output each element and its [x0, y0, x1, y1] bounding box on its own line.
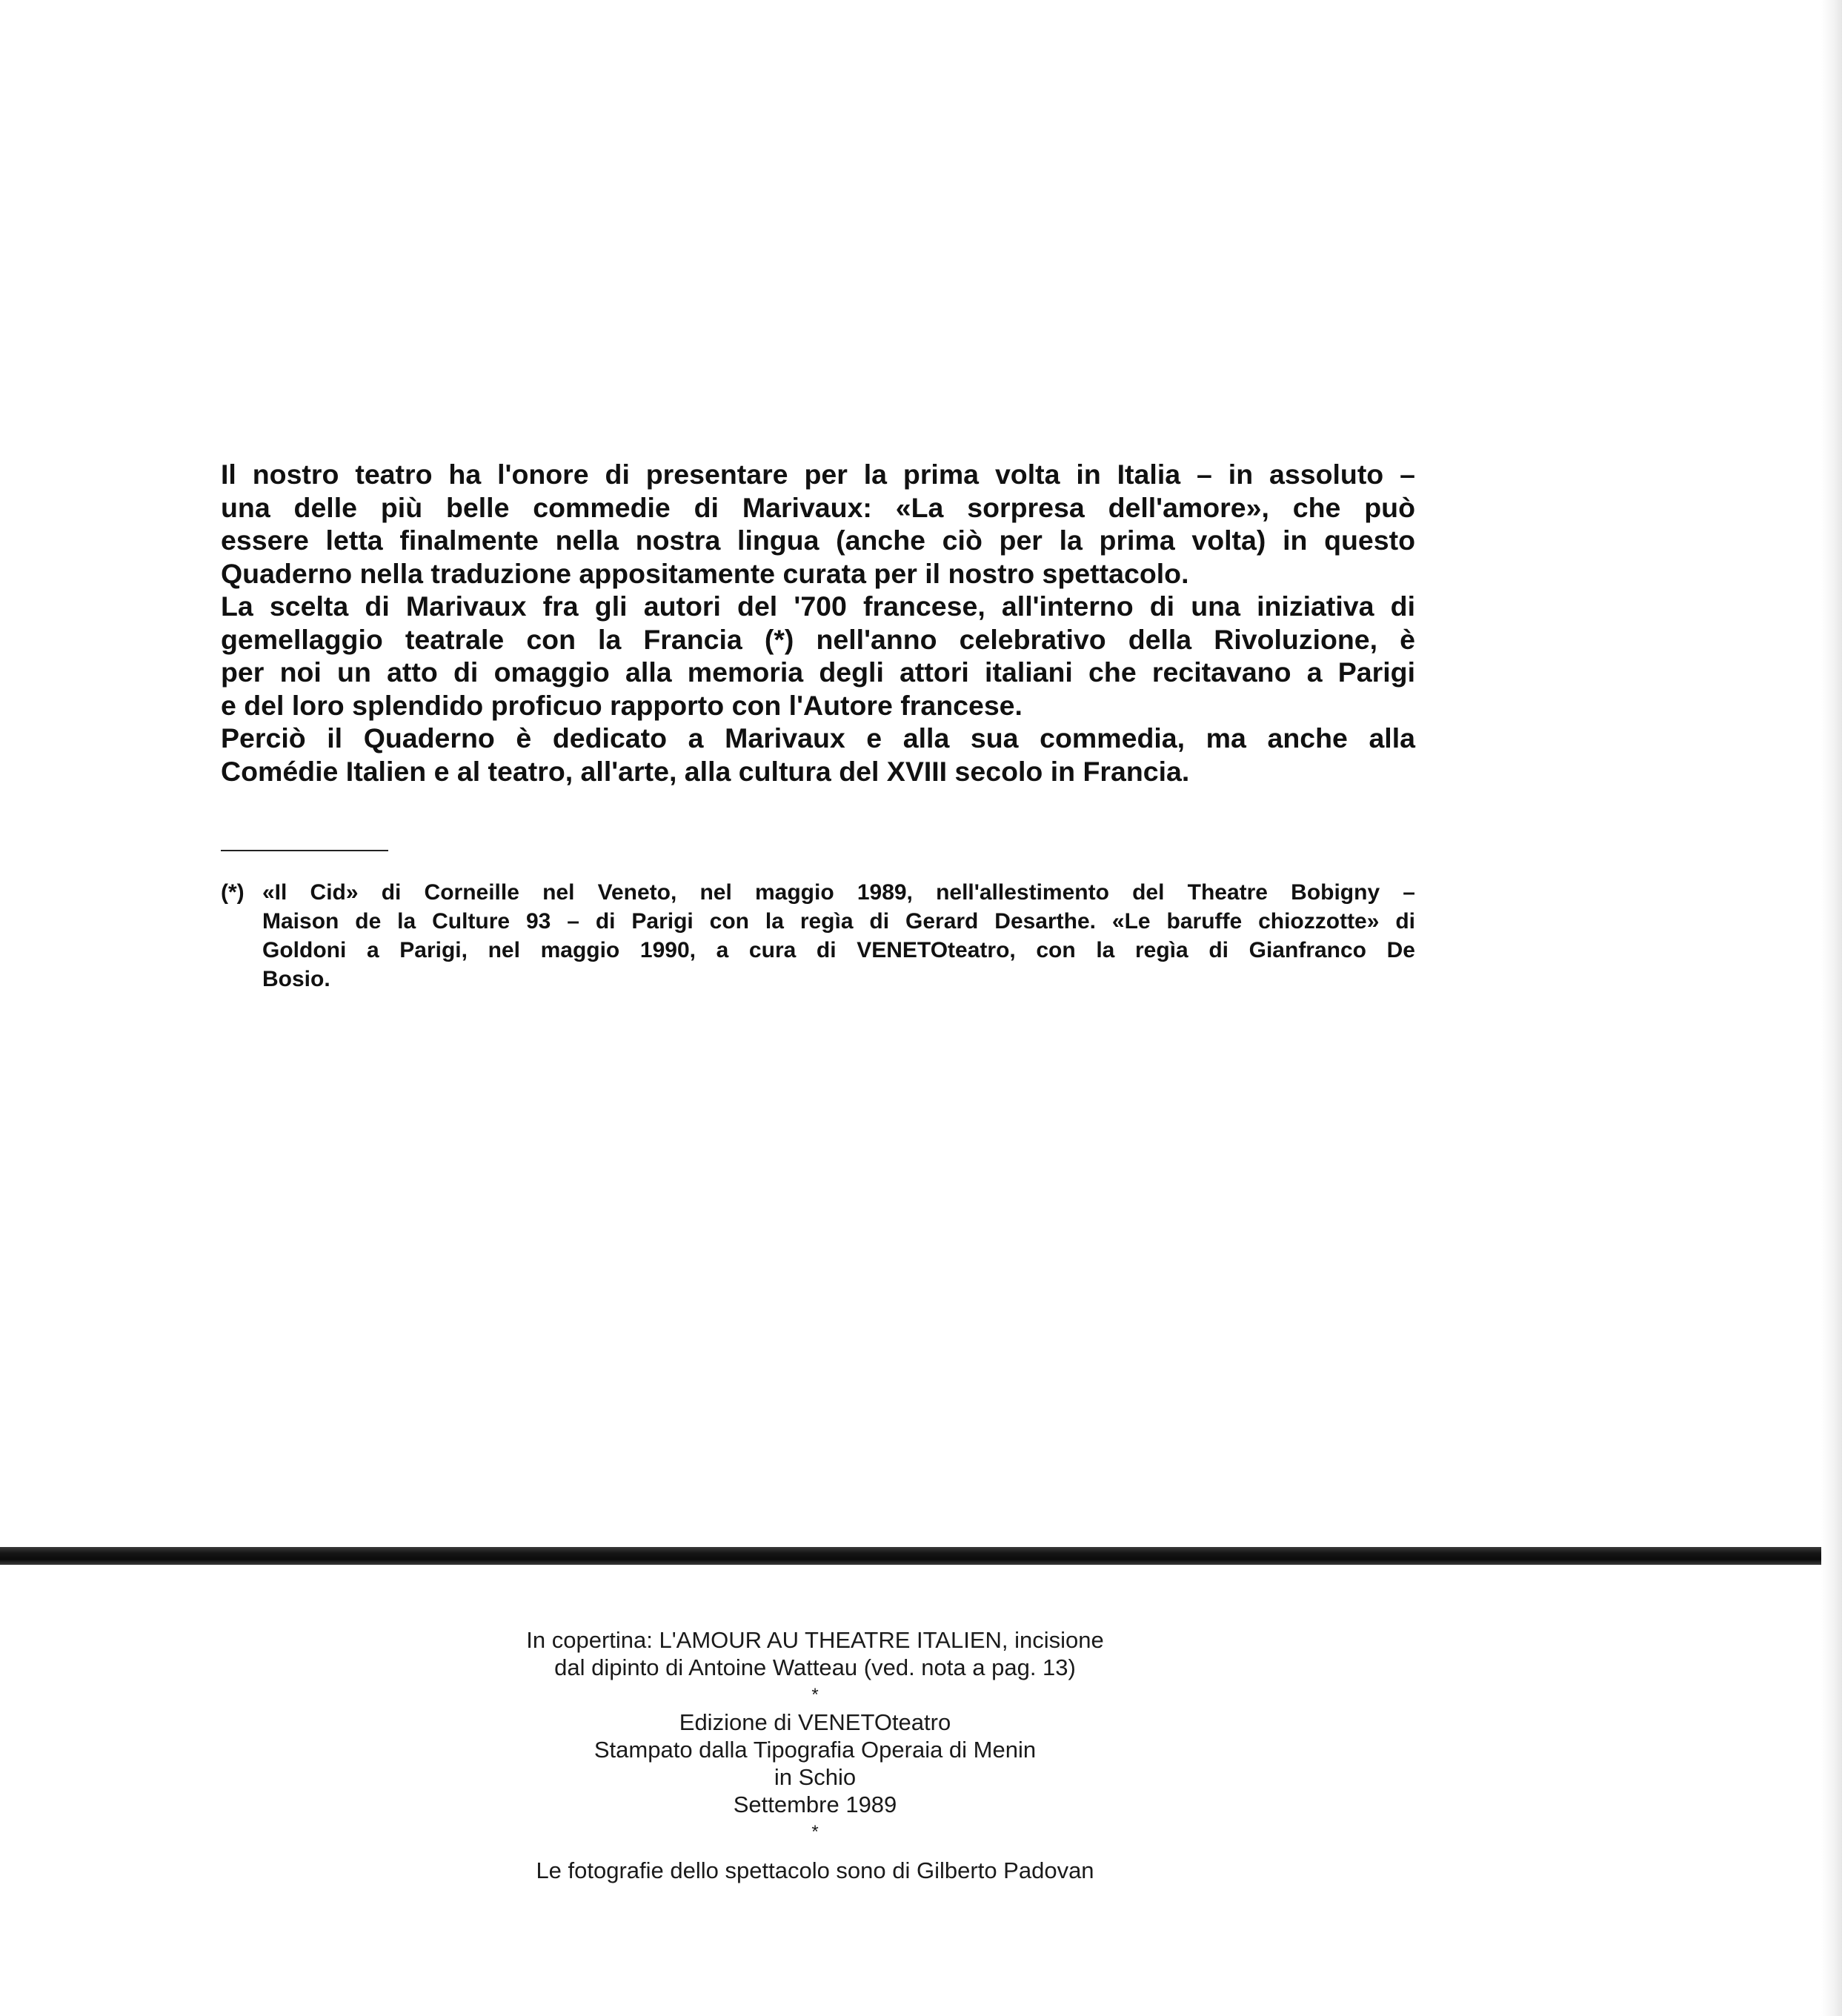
spacer [370, 1846, 1260, 1857]
page-edge-shadow [1821, 0, 1842, 2016]
photo-credit-line: Le fotografie dello spettacolo sono di Gilberto Padovan [536, 1857, 1094, 1883]
intro-line: essere letta finalmente nella nostra lingua (anche ciò per la prima volta) in questo [221, 525, 1415, 556]
intro-line: per noi un atto di omaggio alla memoria degli attori italiani che recitavano a Parigi [221, 656, 1415, 688]
cover-credit-line: dal dipinto di Antoine Watteau (ved. nota a pag. 13) [554, 1654, 1076, 1680]
intro-line: Il nostro teatro ha l'onore di presentare per la prima volta in Italia – in assoluto – [221, 459, 1415, 490]
separator-star: * [811, 1685, 819, 1705]
footnote-line: Goldoni a Parigi, nel maggio 1990, a cura di VENETOteatro, con la regìa di Gianfranco De [262, 938, 1415, 962]
footnote-line: Bosio. [262, 967, 330, 991]
intro-line: e del loro splendido proficuo rapporto con l'Autore francese. [221, 689, 1023, 721]
footnote-line: «Il Cid» di Corneille nel Veneto, nel maggio 1989, nell'allestimento del Theatre Bobigny – [262, 880, 1415, 905]
intro-line: Comédie Italien e al teatro, all'arte, alla cultura del XVIII secolo in Francia. [221, 755, 1190, 787]
footnote-line: Maison de la Culture 93 – di Parigi con la regìa di Gerard Desarthe. «Le baruffe chiozzotte» di [262, 909, 1415, 934]
intro-line: Quaderno nella traduzione appositamente curata per il nostro spettacolo. [221, 557, 1189, 589]
cover-credit-line: In copertina: L'AMOUR AU THEATRE ITALIEN, incisione [526, 1627, 1104, 1653]
intro-text [221, 458, 1415, 788]
edition-line: Edizione di VENETOteatro [679, 1709, 951, 1735]
footnote [221, 878, 1415, 994]
intro-line: La scelta di Marivaux fra gli autori del '700 francese, all'interno di una iniziativa di [221, 591, 1415, 622]
page-divider-band [0, 1547, 1842, 1565]
footnote-marker: (*) [221, 880, 245, 905]
printer-line: Stampato dalla Tipografia Operaia di Menin [594, 1737, 1037, 1763]
footnote-divider [221, 850, 388, 851]
intro-line: una delle più belle commedie di Marivaux: «La sorpresa dell'amore», che può [221, 491, 1415, 523]
date-line: Settembre 1989 [733, 1792, 897, 1817]
colophon [370, 1626, 1260, 1884]
intro-line: Perciò il Quaderno è dedicato a Marivaux e alla sua commedia, ma anche alla [221, 722, 1415, 753]
place-line: in Schio [774, 1764, 857, 1790]
separator-star: * [811, 1822, 819, 1842]
intro-line: gemellaggio teatrale con la Francia (*) nell'anno celebrativo della Rivoluzione, è [221, 623, 1415, 655]
footnote-body [262, 878, 1415, 994]
